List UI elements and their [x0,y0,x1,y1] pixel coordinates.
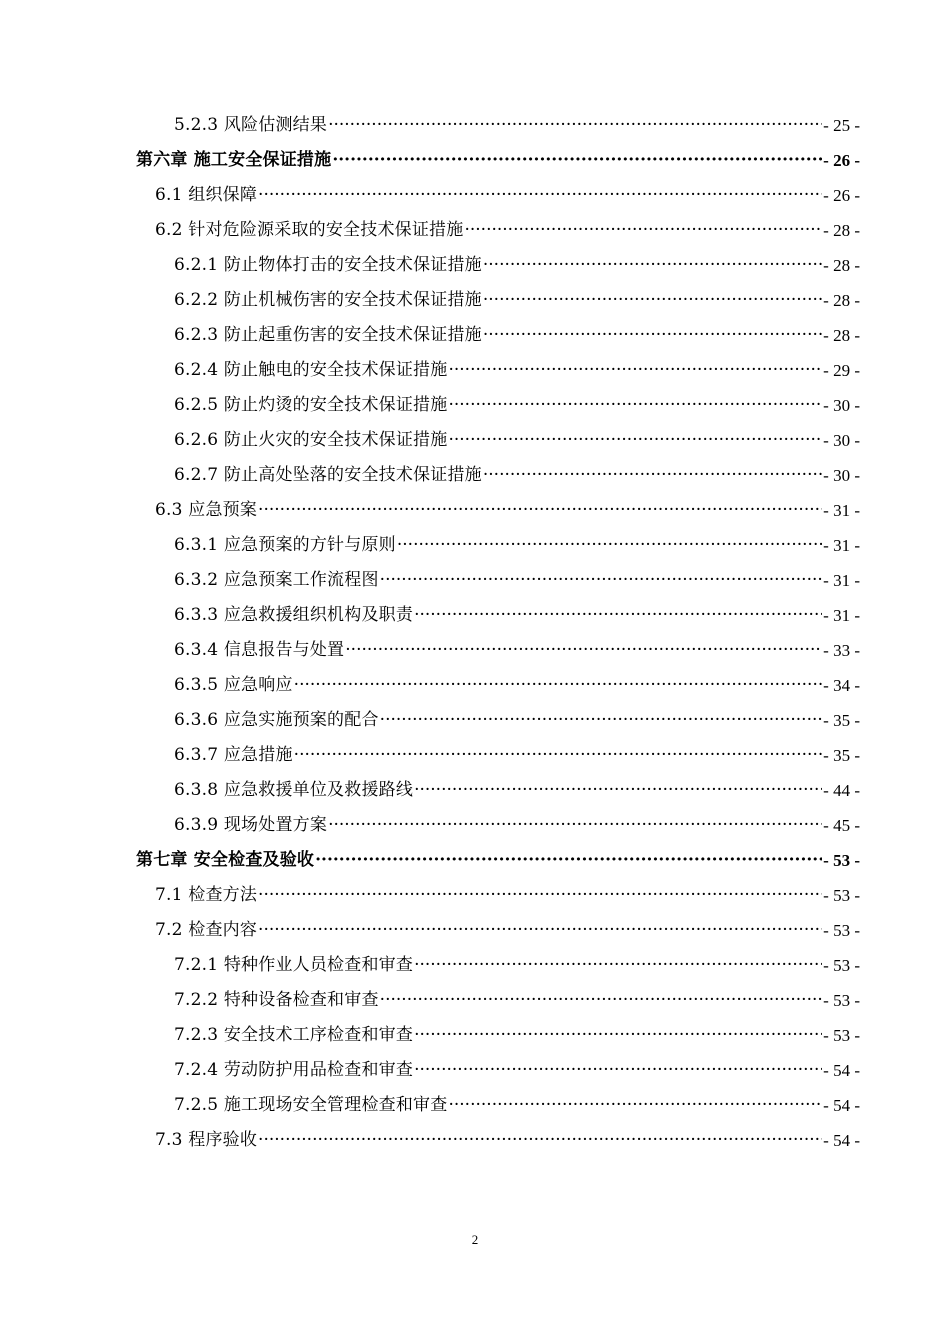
toc-entry-title: 6.2.7 防止高处坠落的安全技术保证措施 [174,465,482,485]
toc-leader-dots [397,528,822,563]
toc-entry[interactable] [136,178,860,213]
toc-entry-title: 第六章 施工安全保证措施 [136,150,332,170]
toc-leader-dots [414,948,822,983]
toc-leader-dots [258,493,822,528]
toc-leader-dots [332,143,822,178]
toc-entry-title: 6.2.1 防止物体打击的安全技术保证措施 [174,255,482,275]
toc-entry[interactable] [136,773,860,808]
toc-entry[interactable] [136,318,860,353]
toc-entry[interactable] [136,948,860,983]
toc-entry-page: - 28 - [823,326,860,345]
toc-entry-title: 7.1 检查方法 [155,885,258,905]
toc-entry[interactable] [136,143,860,178]
toc-entry[interactable] [136,563,860,598]
toc-entry[interactable] [136,493,860,528]
toc-entry-page: - 26 - [823,186,860,205]
toc-leader-dots [464,213,822,248]
page-number: 2 [471,1232,479,1247]
toc-leader-dots [414,1018,822,1053]
toc-entry-page: - 29 - [823,361,860,380]
toc-entry-page: - 34 - [823,676,860,695]
toc-entry-title: 6.3.4 信息报告与处置 [174,640,345,660]
toc-entry-title: 6.2.5 防止灼烫的安全技术保证措施 [174,395,448,415]
toc-entry-page: - 35 - [823,746,860,765]
toc-leader-dots [483,458,822,493]
toc-leader-dots [414,598,822,633]
toc-entry-page: - 28 - [823,221,860,240]
toc-leader-dots [258,1123,822,1158]
toc-entry-page: - 53 - [823,991,860,1010]
toc-leader-dots [294,738,823,773]
toc-leader-dots [414,1053,822,1088]
toc-entry[interactable] [136,913,860,948]
toc-leader-dots [345,633,822,668]
toc-entry[interactable] [136,983,860,1018]
toc-entry-page: - 53 - [823,851,860,870]
toc-entry-title: 7.2.1 特种作业人员检查和审查 [174,955,414,975]
toc-leader-dots [294,668,823,703]
toc-entry[interactable] [136,283,860,318]
toc-entry-title: 6.3.6 应急实施预案的配合 [174,710,379,730]
table-of-contents [136,108,860,1158]
toc-entry[interactable] [136,668,860,703]
toc-entry-title: 6.1 组织保障 [155,185,258,205]
toc-entry-title: 6.2.4 防止触电的安全技术保证措施 [174,360,448,380]
toc-entry-page: - 31 - [823,501,860,520]
toc-entry-page: - 31 - [823,571,860,590]
toc-leader-dots [414,773,822,808]
toc-leader-dots [448,1088,822,1123]
toc-leader-dots [315,843,822,878]
toc-leader-dots [448,423,822,458]
toc-leader-dots [258,913,822,948]
toc-entry-page: - 26 - [823,151,860,170]
toc-leader-dots [258,878,822,913]
toc-entry[interactable] [136,108,860,143]
toc-entry-title: 6.3.8 应急救援单位及救援路线 [174,780,414,800]
toc-leader-dots [448,353,822,388]
toc-entry-page: - 53 - [823,921,860,940]
toc-entry-page: - 35 - [823,711,860,730]
toc-leader-dots [380,563,823,598]
toc-entry[interactable] [136,738,860,773]
toc-entry-page: - 30 - [823,431,860,450]
toc-leader-dots [328,808,822,843]
toc-entry-title: 6.3.9 现场处置方案 [174,815,328,835]
toc-entry-title: 6.2 针对危险源采取的安全技术保证措施 [155,220,464,240]
toc-leader-dots [380,983,823,1018]
toc-entry-page: - 31 - [823,606,860,625]
toc-entry-page: - 33 - [823,641,860,660]
toc-entry-page: - 25 - [823,116,860,135]
toc-entry-title: 6.3.2 应急预案工作流程图 [174,570,379,590]
toc-entry-title: 6.3.7 应急措施 [174,745,293,765]
toc-entry[interactable] [136,1018,860,1053]
toc-entry-title: 7.2.2 特种设备检查和审查 [174,990,379,1010]
toc-leader-dots [448,388,822,423]
toc-entry[interactable] [136,458,860,493]
toc-entry-title: 6.2.6 防止火灾的安全技术保证措施 [174,430,448,450]
toc-entry[interactable] [136,703,860,738]
toc-entry[interactable] [136,528,860,563]
toc-leader-dots [380,703,823,738]
toc-entry[interactable] [136,808,860,843]
toc-entry[interactable] [136,1053,860,1088]
toc-entry-title: 6.3.5 应急响应 [174,675,293,695]
toc-entry-page: - 28 - [823,256,860,275]
toc-entry-title: 6.3.1 应急预案的方针与原则 [174,535,396,555]
toc-entry-page: - 53 - [823,956,860,975]
toc-entry-title: 5.2.3 风险估测结果 [174,115,328,135]
toc-entry[interactable] [136,598,860,633]
toc-entry-title: 7.2.5 施工现场安全管理检查和审查 [174,1095,448,1115]
toc-entry-title: 第七章 安全检查及验收 [136,850,315,870]
toc-leader-dots [483,318,822,353]
toc-entry[interactable] [136,423,860,458]
toc-entry-page: - 54 - [823,1061,860,1080]
toc-entry-page: - 53 - [823,886,860,905]
toc-entry-page: - 45 - [823,816,860,835]
toc-entry-title: 6.3.3 应急救援组织机构及职责 [174,605,414,625]
toc-entry[interactable] [136,353,860,388]
toc-entry-page: - 44 - [823,781,860,800]
toc-entry-title: 6.2.2 防止机械伤害的安全技术保证措施 [174,290,482,310]
toc-entry-page: - 54 - [823,1096,860,1115]
toc-entry[interactable] [136,213,860,248]
toc-entry-title: 6.3 应急预案 [155,500,258,520]
toc-entry[interactable] [136,1088,860,1123]
toc-leader-dots [483,283,822,318]
toc-entry-page: - 31 - [823,536,860,555]
toc-entry[interactable] [136,633,860,668]
toc-entry-page: - 54 - [823,1131,860,1150]
toc-entry-title: 7.3 程序验收 [155,1130,258,1150]
toc-entry-page: - 30 - [823,466,860,485]
toc-entry-title: 6.2.3 防止起重伤害的安全技术保证措施 [174,325,482,345]
toc-entry-page: - 30 - [823,396,860,415]
toc-entry[interactable] [136,878,860,913]
toc-entry[interactable] [136,388,860,423]
toc-entry[interactable] [136,843,860,878]
toc-entry-title: 7.2 检查内容 [155,920,258,940]
toc-entry-title: 7.2.3 安全技术工序检查和审查 [174,1025,414,1045]
toc-entry[interactable] [136,1123,860,1158]
toc-leader-dots [483,248,822,283]
toc-leader-dots [328,108,822,143]
toc-leader-dots [258,178,822,213]
toc-entry-page: - 53 - [823,1026,860,1045]
toc-entry[interactable] [136,248,860,283]
toc-entry-title: 7.2.4 劳动防护用品检查和审查 [174,1060,414,1080]
toc-entry-page: - 28 - [823,291,860,310]
